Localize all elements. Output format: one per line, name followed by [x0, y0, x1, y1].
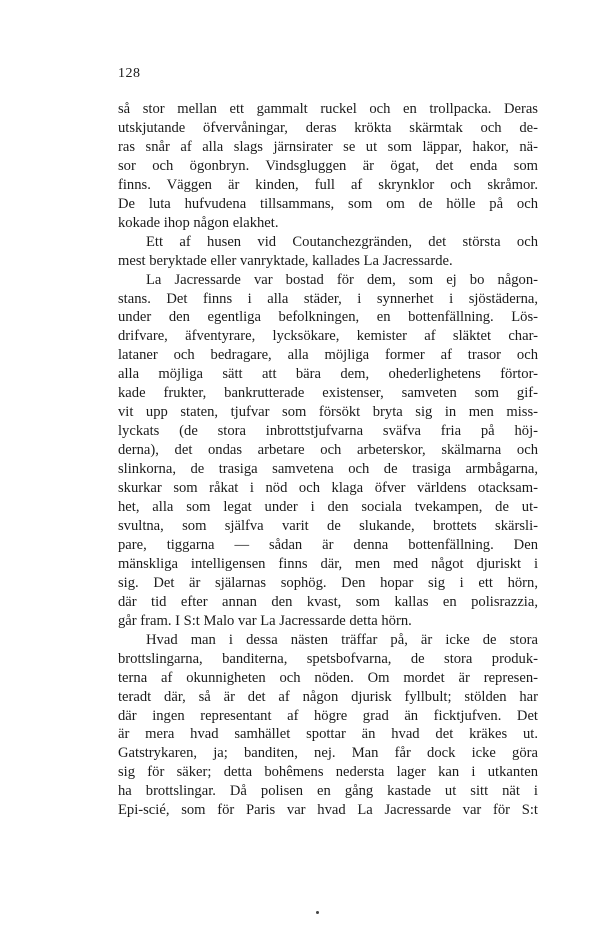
text-line: utskjutande öfvervåningar, deras krökta skärmtak och de-: [118, 119, 538, 136]
text-line: Gatstrykaren, ja; banditen, nej. Man får dock icke göra: [118, 745, 538, 762]
text-line: finns. Väggen är kinden, full af skrynklor och skråmor.: [118, 176, 538, 193]
text-line: De luta hufvudena tillsammans, som om de hölle på och: [118, 195, 538, 212]
text-line: het, alla som legat under i den sociala tvekampen, de ut-: [118, 499, 538, 516]
text-line: under den egentliga befolkningen, en bottenfällning. Lös-: [118, 309, 538, 326]
text-line: mänskliga intelligensen finns där, men med något djuriskt i: [118, 555, 538, 572]
text-line: stans. Det finns i alla städer, i synnerhet i sjöstäderna,: [118, 290, 538, 307]
text-line: skurkar som råkat i nöd och klaga öfver världens otacksam-: [118, 480, 538, 497]
text-line: ras snår af alla slags järnsirater se ut som läppar, hakor, nä-: [118, 138, 538, 155]
print-speck: [316, 911, 319, 914]
text-line: där ingen representant af högre grad än ficktjufven. Det: [118, 707, 538, 724]
text-line: mest beryktade eller vanryktade, kallades La Jacressarde.: [118, 252, 453, 269]
text-line: Ett af husen vid Coutanchezgränden, det största och: [146, 233, 538, 250]
text-line: Epi-scié, som för Paris var hvad La Jacressarde var för S:t: [118, 802, 538, 819]
text-line: vit upp staten, tjufvar som försökt bryta sig in men miss-: [118, 404, 538, 421]
text-line: lyckats (de stora inbrottstjufvarna sväfva fria på höj-: [118, 423, 538, 440]
text-line: kokade ihop någon elakhet.: [118, 214, 279, 231]
text-line: derna), det ondas arbetare och arbeterskor, skälmarna och: [118, 442, 538, 459]
text-line: sig för säker; detta bohêmens nedersta lager kan i utkanten: [118, 764, 538, 781]
text-line: går fram. I S:t Malo var La Jacressarde detta hörn.: [118, 612, 412, 629]
text-line: slinkorna, de trasiga samvetena och de trasiga armbågarna,: [118, 461, 538, 478]
body-text: [118, 100, 538, 820]
text-line: är mera hvad samhället spottar än hvad det kräkes ut.: [118, 726, 538, 743]
text-line: Hvad man i dessa nästen träffar på, är icke de stora: [146, 631, 538, 648]
text-line: svultna, som själfva varit de slukande, brottets skärsli-: [118, 517, 538, 534]
text-line: ha brottslingar. Då polisen en gång kastade ut sitt nät i: [118, 783, 538, 800]
text-line: brottslingarna, banditerna, spetsbofvarna, de stora produk-: [118, 650, 538, 667]
text-line: alla möjliga sätt att bära dem, ohederlighetens förtor-: [118, 366, 538, 383]
text-line: sor och ögonbryn. Vindsgluggen är ögat, det enda som: [118, 157, 538, 174]
text-line: terna af okunnigheten och nöden. Om mordet är represen-: [118, 669, 538, 686]
text-line: så stor mellan ett gammalt ruckel och en trollpacka. Deras: [118, 101, 538, 117]
text-line: kade frukter, bankrutterade existenser, samveten som gif-: [118, 385, 538, 402]
text-line: sig. Det är själarnas sophög. Den hopar sig i ett hörn,: [118, 574, 538, 591]
text-line: teradt där, så är det af någon djurisk fyllbult; stölden har: [118, 688, 538, 705]
page-number: 128: [118, 66, 141, 81]
text-line: pare, tiggarna — sådan är denna bottenfällning. Den: [118, 536, 538, 553]
text-line: drifvare, äfventyrare, lycksökare, kemister af släktet char-: [118, 328, 538, 345]
text-line: lataner och bedragare, alla möjliga former af trasor och: [118, 347, 538, 364]
text-line: La Jacressarde var bostad för dem, som ej bo någon-: [146, 271, 538, 288]
text-line: där tid efter annan den kvast, som kallas en polisrazzia,: [118, 593, 538, 610]
